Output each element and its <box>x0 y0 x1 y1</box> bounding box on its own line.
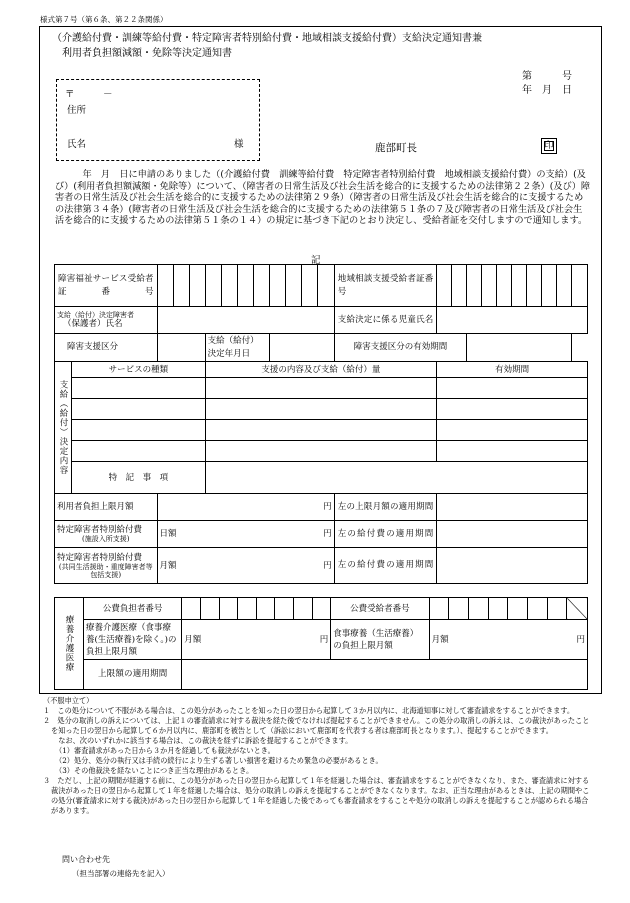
digit-cell[interactable] <box>527 598 547 620</box>
yen-unit: 円 <box>576 634 585 645</box>
special2-sub: (共同生活援助・重度障害者等包括支援) <box>58 562 153 579</box>
digit-cell[interactable] <box>221 265 237 307</box>
note-item: （1）審査請求があった日から３か月を経過しても裁決がないとき。 <box>55 746 275 755</box>
decision-table <box>54 264 588 584</box>
decision-content-label: 支給（給付）決定内容 <box>58 380 69 475</box>
note-item: （2）処分、処分の執行又は手続の続行により生ずる著しい損害を避けるため緊急の必要があるとき。 <box>55 756 383 765</box>
medical-side <box>55 598 84 690</box>
table-row <box>55 420 588 441</box>
slash-cell <box>567 598 588 620</box>
special1-amount-field[interactable] <box>157 521 334 548</box>
limit-period-field[interactable] <box>437 494 588 521</box>
digit-cell[interactable] <box>547 598 567 620</box>
medical-period-label: 上限額の適用期間 <box>83 660 181 690</box>
seal-stamp: 印 <box>541 138 557 154</box>
monthly-label: 月額 <box>159 560 177 571</box>
digit-cell[interactable] <box>238 598 257 620</box>
digit-cell[interactable] <box>200 598 219 620</box>
limit-amount-field[interactable] <box>157 494 334 521</box>
yen-unit: 円 <box>323 502 332 512</box>
limit-period-label: 左の上限月額の適用期間 <box>334 494 437 521</box>
payer-no-label: 公費負担者番号 <box>83 598 181 620</box>
special1-label: 特定障害者特別給付費 <box>57 525 143 535</box>
digit-cell[interactable] <box>256 598 275 620</box>
support-period-label: 障害支援区分の有効期間 <box>334 334 466 362</box>
digit-cell[interactable] <box>294 598 313 620</box>
table-row <box>55 399 588 420</box>
medical-limit-label: 療養介護医療（食事療養(生活療養)を除く。)の負担上限月額 <box>83 620 181 660</box>
medical-side-label: 療養介護医療 <box>63 615 74 672</box>
monthly-label: 月額 <box>431 634 449 645</box>
digit-cell[interactable] <box>488 598 508 620</box>
digit-cell[interactable] <box>508 598 528 620</box>
digit-cell[interactable] <box>449 598 469 620</box>
child-label: 支給決定に係る児童氏名 <box>334 307 437 334</box>
support-class-field[interactable] <box>157 334 205 362</box>
digit-cell[interactable] <box>571 265 587 307</box>
digit-cell[interactable] <box>541 265 556 307</box>
contact-label: 問い合わせ先 <box>62 855 110 864</box>
form-number: 様式第７号（第６条、第２２条関係） <box>40 15 168 24</box>
col-period: 有効期間 <box>437 362 588 378</box>
special1-period-field[interactable] <box>437 521 588 548</box>
digit-cell[interactable] <box>182 598 201 620</box>
digit-cell[interactable] <box>312 598 331 620</box>
recipient-no-label: 障害福祉サービス受給者証番号 <box>55 265 158 307</box>
support-period-field[interactable] <box>467 334 572 362</box>
medical-limit-field[interactable] <box>182 620 331 660</box>
remarks-field[interactable] <box>205 462 587 494</box>
digit-cell[interactable] <box>285 265 301 307</box>
benefit-period-label: 左の給付費の適用期間 <box>334 521 437 548</box>
note-item: なお、次のいずれかに該当する場合は、この裁決を経ずに訴訟を提起することができます。 <box>51 736 353 745</box>
honorific: 様 <box>234 139 244 150</box>
special1-sub: (施設入所支援) <box>82 535 130 543</box>
digit-cell[interactable] <box>219 598 238 620</box>
table-row <box>55 378 588 399</box>
special2-amount-field[interactable] <box>157 548 334 584</box>
postal-code: 〒 － <box>65 89 113 100</box>
digit-cell[interactable] <box>301 265 317 307</box>
name-label: 氏名 <box>67 139 87 150</box>
table-row <box>55 441 588 462</box>
note-item: １ この処分について不服がある場合は、この処分があったことを知った日の翌日から起算して３か月以内に、北海道知事に対して審査請求をすることができます。 <box>43 706 575 715</box>
limit-label: 利用者負担上限月額 <box>55 494 158 521</box>
document-title: （介護給付費・訓練等給付費・特定障害者特別給付費・地域相談支援給付費）支給決定通知書兼 利用者負担額減額・免除等決定通知書 <box>52 33 482 59</box>
decision-date-label: 支給（給付）決定年月日 <box>205 334 269 362</box>
monthly-label: 月額 <box>184 634 202 645</box>
appeal-notes <box>43 696 591 816</box>
digit-cell[interactable] <box>437 265 452 307</box>
issuer: 鹿部町長 <box>375 142 417 154</box>
digit-cell[interactable] <box>497 265 512 307</box>
decision-content-side <box>55 362 72 494</box>
guardian-label-cell <box>55 307 158 334</box>
digit-cell[interactable] <box>237 265 253 307</box>
digit-cell[interactable] <box>468 598 488 620</box>
benefit-period-label: 左の給付費の適用期間 <box>334 548 437 584</box>
daily-label: 日額 <box>159 529 177 539</box>
digit-cell[interactable] <box>205 265 221 307</box>
digit-cell[interactable] <box>189 265 205 307</box>
digit-cell[interactable] <box>556 265 571 307</box>
yen-unit: 円 <box>323 529 332 539</box>
digit-cell[interactable] <box>452 265 467 307</box>
meal-limit-field[interactable] <box>429 620 587 660</box>
yen-unit: 円 <box>323 560 332 571</box>
col-amount: 支援の内容及び支給（給付）量 <box>205 362 437 378</box>
digit-cell[interactable] <box>482 265 497 307</box>
note-item: ３ ただし、上記の期間が経過する前に、この処分があった日の翌日から起算して１年を経過した場合は、審査請求をすることができなくなり、また、審査請求に対する裁決があった日の翌日から起算して１年を経過した場合は、処分の取消しの訴えを提起することができなくなります。なお、正当な理由があるときは、上記の期間やこの処分(審査請求に対する裁決)があった日の翌日から起算して１年を経過した後であっても審査請求をすることや処分の取消しの訴えを提起することが認められる場合があります。 <box>43 776 590 815</box>
digit-cell[interactable] <box>173 265 189 307</box>
digit-cell[interactable] <box>429 598 449 620</box>
guardian-name-field[interactable] <box>157 307 334 334</box>
decision-date-field[interactable] <box>269 334 334 362</box>
digit-cell[interactable] <box>317 265 334 307</box>
contact-sub: （担当部署の連絡先を記入） <box>72 869 170 878</box>
digit-cell[interactable] <box>275 598 294 620</box>
digit-cell[interactable] <box>512 265 527 307</box>
address-block <box>56 79 260 161</box>
medical-care-table <box>54 597 588 690</box>
meal-limit-label: 食事療養（生活療養）の負担上限月額 <box>331 620 429 660</box>
digit-cell[interactable] <box>269 265 285 307</box>
medical-period-field[interactable] <box>182 660 588 690</box>
guardian-label-small: 支給（給付）決定障害者 <box>57 311 134 319</box>
digit-cell[interactable] <box>467 265 482 307</box>
special2-label-cell <box>55 548 158 584</box>
support-class-label: 障害支援区分 <box>55 334 158 362</box>
digit-cell[interactable] <box>157 265 173 307</box>
guardian-label: （保護者）氏名 <box>63 319 123 329</box>
digit-cell[interactable] <box>253 265 269 307</box>
document-date: 年 月 日 <box>522 85 572 96</box>
digit-cell[interactable] <box>527 265 542 307</box>
special2-label: 特定障害者特別給付費 <box>57 552 143 563</box>
intro-text: 年 月 日に申請のありました（(介護給付費 訓練等給付費 特定障害者特別給付費 地域相談支援給付費）の支給）(及び）(利用者負担額減額・免除等）について、（障害者の日常生活及び社会生活を総合的に支援するための法律第２２条）(及び）障害者の日常生活及び社会生活を総合的に支援するための法律第２９条）（障害者の日常生活及び社会生活を総合的に支援するための法律第３４条）(障害者の日常生活及び社会生活を総合的に支援するための法律第５１条の７及び障害者の日常生活及び社会生活を総合的に支援するための法律第５１条の１４）の規定に基づき下記のとおり決定し、受給者証を交付しますので通知します。 <box>55 169 591 227</box>
yen-unit: 円 <box>319 634 329 645</box>
note-item: ２ 処分の取消しの訴えについては、上記１の審査請求に対する裁決を経た後でなければ提起することができません。この処分の取消しの訴えは、この裁決があったことを知った日の翌日から起算して６か月以内に、鹿部町を被告として（訴訟において鹿部町を代表する者は鹿部町長となります。）、提起することができます。 <box>43 716 590 735</box>
note-heading: （不服申立て） <box>43 696 94 705</box>
regional-no-label: 地域相談支援受給者証番号 <box>334 265 437 307</box>
col-service: サービスの種類 <box>72 362 206 378</box>
ki-label: 記 <box>311 255 321 266</box>
address-label: 住所 <box>67 105 87 116</box>
note-item: （3）その他裁決を経ないことにつき正当な理由があるとき。 <box>55 766 254 775</box>
special1-label-cell <box>55 521 158 548</box>
special2-period-field[interactable] <box>437 548 588 584</box>
child-name-field[interactable] <box>437 307 588 334</box>
document-number: 第 号 <box>522 71 572 82</box>
remarks-label: 特 記 事 項 <box>72 462 206 494</box>
recipient-no-label: 公費受給者番号 <box>331 598 429 620</box>
